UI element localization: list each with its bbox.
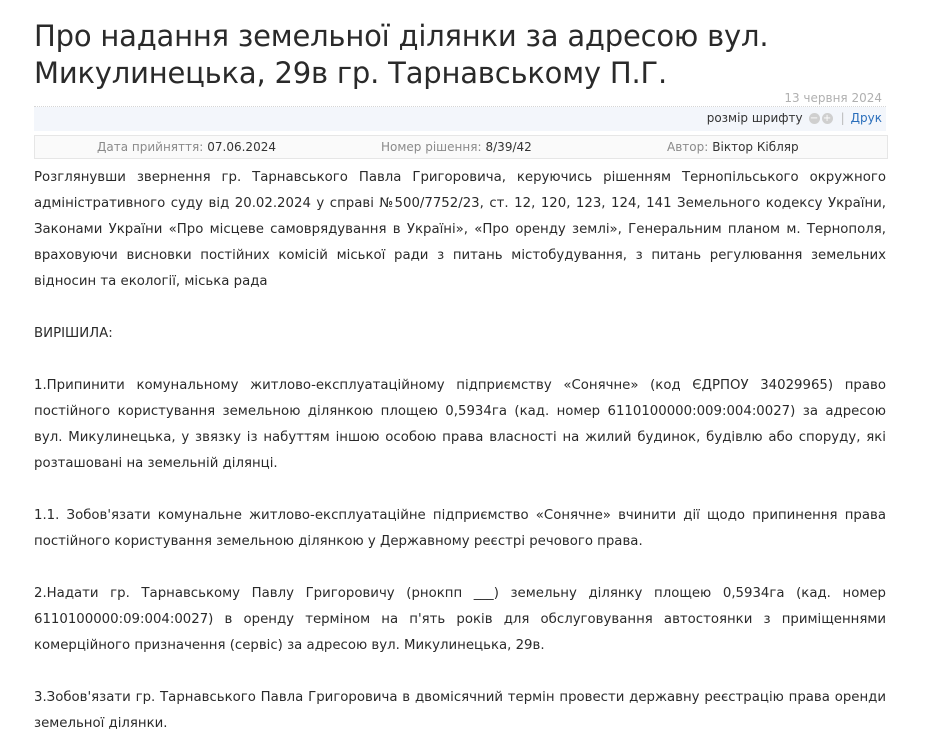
decision-body [34, 165, 886, 737]
adoption-date [97, 140, 276, 154]
toolbar-separator: | [840, 111, 845, 125]
minus-circle-icon[interactable]: − [809, 112, 819, 124]
paragraph-preamble: Розглянувши звернення гр. Тарнавського Павла Григоровича, керуючись рішенням Тернопільського окружного адміністративного суду від 20.02.2024 у справі №500/7752/23, ст. 12, 120, 123, 124, 141 Земельного кодексу України, Законами України «Про місцеве самоврядування в Україні», «Про оренду землі», Генеральним планом м. Тернополя, враховуючи висновки постійних комісій міської ради з питань містобудування, з питань регулювання земельних відносин та екології, міська рада [34, 170, 886, 289]
decision-number [381, 140, 532, 154]
toolbar [34, 107, 886, 131]
paragraph-resolved: ВИРІШИЛА: [34, 326, 113, 341]
publish-date: 13 червня 2024 [784, 91, 882, 105]
paragraph-item-1-1: 1.1. Зобов'язати комунальне житлово-експлуатаційне підприємство «Сонячне» вчинити дії щодо припинення права постійного користування земельною ділянкою у Державному реєстрі речового права. [34, 508, 886, 549]
font-size-label: розмір шрифту [706, 111, 803, 125]
author-value: Віктор Кібляр [712, 140, 799, 154]
toolbar-controls [707, 111, 882, 125]
plus-circle-icon[interactable]: + [822, 112, 832, 124]
print-link[interactable]: Друк [850, 111, 882, 125]
decision-number-value: 8/39/42 [485, 140, 532, 154]
publish-date-row [34, 88, 886, 107]
adoption-date-value: 07.06.2024 [207, 140, 276, 154]
author-label: Автор: [667, 140, 709, 154]
decision-meta [34, 135, 888, 159]
paragraph-item-3: 3.Зобов'язати гр. Тарнавського Павла Григоровича в двомісячний термін провести державну реєстрацію права оренди земельної ділянки. [34, 690, 886, 731]
decision-number-label: Номер рішення: [381, 140, 482, 154]
adoption-date-label: Дата прийняття: [97, 140, 204, 154]
paragraph-item-2: 2.Надати гр. Тарнавському Павлу Григоровичу (рнокпп ___) земельну ділянку площею 0,5934га (кад. номер 6110100000:09:004:0027) в оренду терміном на п'ять років для обслуговування автостоянки з приміщеннями комерційного призначення (сервіс) за адресою вул. Микулинецька, 29в. [34, 586, 886, 653]
paragraph-item-1: 1.Припинити комунальному житлово-експлуатаційному підприємству «Сонячне» (код ЄДРПОУ 34029965) право постійного користування земельною ділянкою площею 0,5934га (кад. номер 6110100000:009:004:0027) за адресою вул. Микулинецька, у звязку із набуттям іншою особою права власності на жилий будинок, будівлю або споруду, які розташовані на земельній ділянці. [34, 378, 886, 471]
page-title: Про надання земельної ділянки за адресою вул. Микулинецька, 29в гр. Тарнавському П.Г. [34, 19, 769, 90]
author [667, 140, 799, 154]
